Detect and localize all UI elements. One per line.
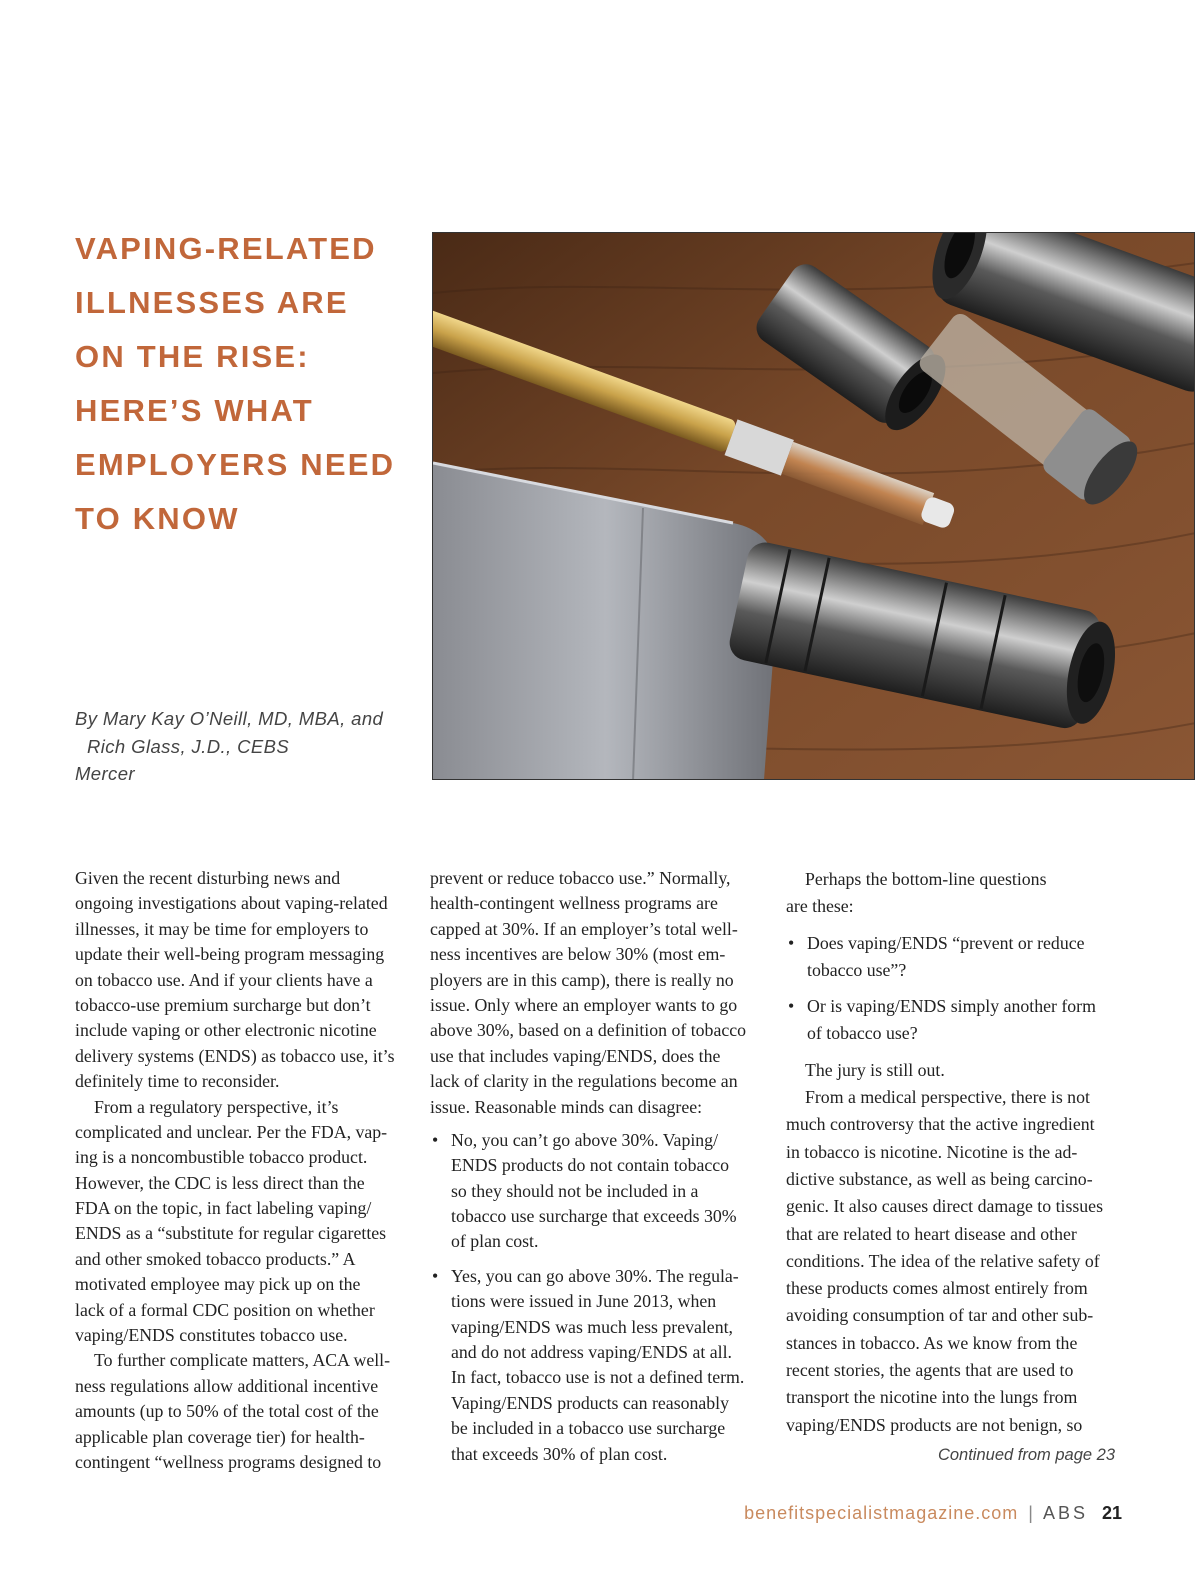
continued-note: Continued from page 23 xyxy=(937,1446,1115,1464)
title-line: ILLNESSES ARE xyxy=(75,285,349,320)
paragraph-line: Perhaps the bottom-line questions xyxy=(805,869,1047,889)
paragraph-line: use that includes vaping/ENDS, does the xyxy=(430,1045,721,1066)
paragraph-line: From a regulatory perspective, it’s xyxy=(94,1096,339,1117)
paragraph-line: issue. Reasonable minds can disagree: xyxy=(430,1096,703,1117)
paragraph-line: transport the nicotine into the lungs from xyxy=(786,1387,1078,1408)
page-footer xyxy=(744,1503,1122,1524)
paragraph-line: From a medical perspective, there is not xyxy=(805,1087,1090,1108)
byline-line: Rich Glass, J.D., CEBS xyxy=(87,735,290,757)
title-line: TO KNOW xyxy=(75,501,240,536)
title-line: VAPING-RELATED xyxy=(75,231,377,266)
paragraph-line: ing is a noncombustible tobacco product. xyxy=(75,1147,368,1168)
list-item-line: of plan cost. xyxy=(451,1231,539,1252)
paragraph-line: avoiding consumption of tar and other sub- xyxy=(786,1305,1094,1326)
list-item-line: be included in a tobacco use surcharge xyxy=(451,1418,726,1439)
paragraph-line: that are related to heart disease and other xyxy=(786,1223,1077,1244)
paragraph-line: recent stories, the agents that are used to xyxy=(786,1360,1074,1381)
title-line: ON THE RISE: xyxy=(75,339,310,374)
paragraph-line: ness regulations allow additional incentive xyxy=(75,1375,379,1396)
list-item xyxy=(430,1264,766,1467)
paragraph-line: FDA on the topic, in fact labeling vaping/ xyxy=(75,1198,372,1219)
bullet-icon: • xyxy=(432,1129,439,1150)
paragraph-line: capped at 30%. If an employer’s total well- xyxy=(430,918,738,939)
byline-line: Mercer xyxy=(75,763,135,784)
list-item-line: and do not address vaping/ENDS at all. xyxy=(451,1342,732,1363)
paragraph-line: update their well-being program messaging xyxy=(75,944,385,965)
paragraph-line: conditions. The idea of the relative safety of xyxy=(786,1250,1100,1271)
paragraph-line: prevent or reduce tobacco use.” Normally, xyxy=(430,868,731,888)
paragraph-line: delivery systems (ENDS) as tobacco use, it’s xyxy=(75,1045,395,1066)
footer-separator: | xyxy=(1028,1503,1033,1523)
list-item-line: Vaping/ENDS products can reasonably xyxy=(451,1392,730,1413)
bullet-icon: • xyxy=(788,932,795,953)
paragraph-line: are these: xyxy=(786,896,854,917)
paragraph-line: these products comes almost entirely from xyxy=(786,1278,1088,1299)
list-item-line: Yes, you can go above 30%. The regula- xyxy=(451,1265,739,1286)
body-column-3 xyxy=(786,866,1120,1439)
paragraph-line: lack of clarity in the regulations become an xyxy=(430,1071,738,1092)
paragraph-line: motivated employee may pick up on the xyxy=(75,1274,361,1295)
footer-magazine-name: ABS xyxy=(1042,1503,1088,1523)
list-item-line: vaping/ENDS was much less prevalent, xyxy=(451,1316,733,1337)
list-item xyxy=(786,930,1120,985)
paragraph-line: vaping/ENDS products are not benign, so xyxy=(786,1414,1083,1435)
paragraph-line: ness incentives are below 30% (most em- xyxy=(430,944,726,965)
paragraph-line: definitely time to reconsider. xyxy=(75,1071,280,1092)
paragraph-line: issue. Only where an employer wants to go xyxy=(430,994,738,1015)
vape-photo-illustration xyxy=(433,233,1195,780)
title-line: HERE’S WHAT xyxy=(75,393,314,428)
paragraph-line: dictive substance, as well as being carcino- xyxy=(786,1168,1093,1189)
paragraph-line: on tobacco use. And if your clients have a xyxy=(75,969,373,990)
paragraph-line: ongoing investigations about vaping-related xyxy=(75,893,388,914)
paragraph-line: and other smoked tobacco products.” A xyxy=(75,1248,356,1269)
title-line: EMPLOYERS NEED xyxy=(75,447,396,482)
list-item-line: ENDS products do not contain tobacco xyxy=(451,1155,730,1176)
bullet-icon: • xyxy=(432,1265,439,1286)
bullet-icon: • xyxy=(788,996,795,1017)
byline-line: By Mary Kay O’Neill, MD, MBA, and xyxy=(75,708,384,729)
list-item-line: of tobacco use? xyxy=(807,1023,918,1044)
list-item xyxy=(786,993,1120,1048)
paragraph-line: However, the CDC is less direct than the xyxy=(75,1172,365,1193)
list-item-line: No, you can’t go above 30%. Vaping/ xyxy=(451,1129,719,1150)
paragraph-line: The jury is still out. xyxy=(805,1059,945,1080)
bullet-list xyxy=(786,930,1120,1048)
paragraph-line: ENDS as a “substitute for regular cigarettes xyxy=(75,1223,387,1244)
list-item-line: In fact, tobacco use is not a defined term. xyxy=(451,1367,745,1388)
footer-site-link[interactable]: benefitspecialistmagazine.com xyxy=(744,1503,1019,1523)
paragraph-line: in tobacco is nicotine. Nicotine is the ad- xyxy=(786,1141,1078,1162)
paragraph-line: complicated and unclear. Per the FDA, vap- xyxy=(75,1121,388,1142)
paragraph-line: health-contingent wellness programs are xyxy=(430,893,718,914)
paragraph-line: amounts (up to 50% of the total cost of the xyxy=(75,1401,379,1422)
byline xyxy=(75,705,420,788)
list-item-line: Does vaping/ENDS “prevent or reduce xyxy=(807,932,1085,953)
paragraph-line: vaping/ENDS constitutes tobacco use. xyxy=(75,1325,348,1346)
paragraph-line: illnesses, it may be time for employers to xyxy=(75,918,369,939)
page-number: 21 xyxy=(1101,1503,1122,1523)
list-item xyxy=(430,1128,766,1255)
paragraph-line: ployers are in this camp), there is really no xyxy=(430,969,734,990)
paragraph-line: tobacco-use premium surcharge but don’t xyxy=(75,994,371,1015)
paragraph-line: include vaping or other electronic nicotine xyxy=(75,1020,377,1041)
paragraph-line: To further complicate matters, ACA well- xyxy=(94,1350,391,1371)
paragraph-line: stances in tobacco. As we know from the xyxy=(786,1332,1078,1353)
list-item-line: Or is vaping/ENDS simply another form xyxy=(807,996,1096,1017)
paragraph-line: Given the recent disturbing news and xyxy=(75,868,341,888)
list-item-line: that exceeds 30% of plan cost. xyxy=(451,1443,668,1464)
paragraph-line: much controversy that the active ingredient xyxy=(786,1114,1095,1135)
paragraph-line: genic. It also causes direct damage to tissues xyxy=(786,1196,1103,1217)
paragraph-line: above 30%, based on a definition of tobacco xyxy=(430,1020,747,1041)
body-column-1 xyxy=(75,866,410,1475)
paragraph-line: applicable plan coverage tier) for health- xyxy=(75,1426,365,1447)
list-item-line: so they should not be included in a xyxy=(451,1180,699,1201)
body-column-2 xyxy=(430,866,766,1467)
paragraph-line: lack of a formal CDC position on whether xyxy=(75,1299,375,1320)
paragraph-line: contingent “wellness programs designed to xyxy=(75,1451,382,1472)
list-item-line: tobacco use”? xyxy=(807,959,907,980)
list-item-line: tions were issued in June 2013, when xyxy=(451,1291,717,1312)
list-item-line: tobacco use surcharge that exceeds 30% xyxy=(451,1206,737,1227)
vape-devices-photo xyxy=(432,232,1195,780)
article-title xyxy=(75,222,425,546)
bullet-list xyxy=(430,1128,766,1467)
